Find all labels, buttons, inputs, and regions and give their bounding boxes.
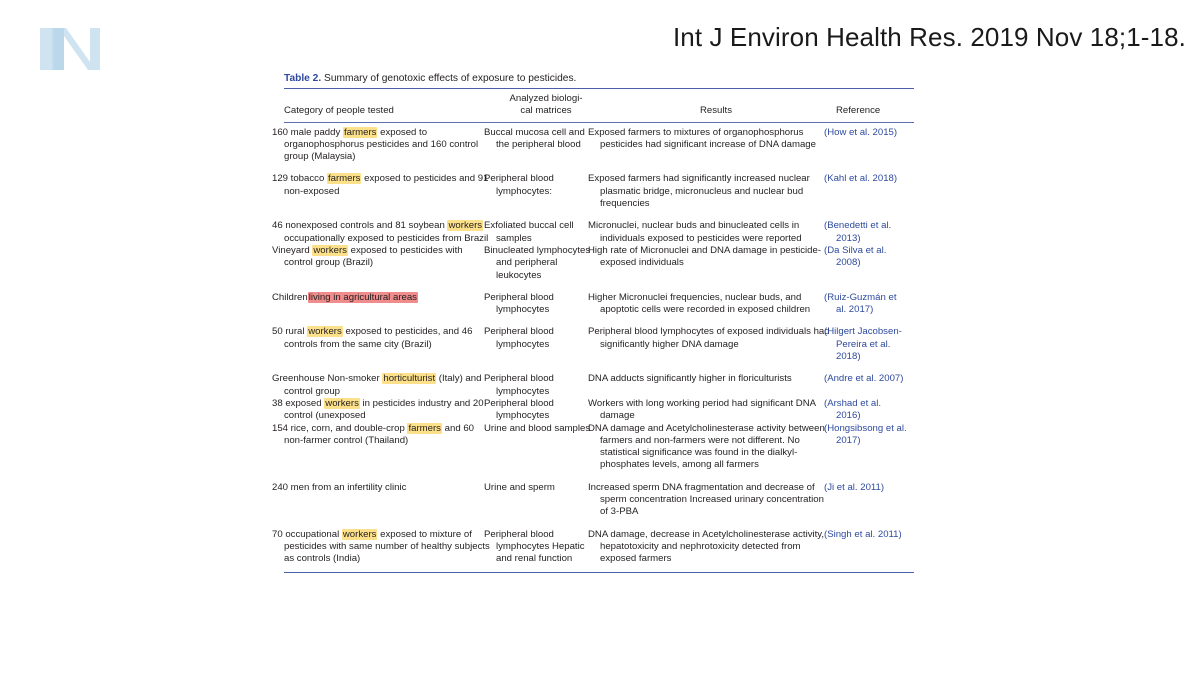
category-pre: 154 rice, corn, and double-crop: [272, 422, 408, 434]
cell-reference: (Hongsibsong et al. 2017): [824, 422, 907, 446]
category-highlight: workers: [325, 397, 359, 409]
table-row: [284, 423, 914, 472]
cell-category: [272, 244, 496, 282]
column-header-matrices-line1: Analyzed biologi-: [509, 93, 583, 104]
category-post: exposed to pesticides, and 46 controls from the same city (Brazil): [284, 326, 473, 350]
cell-results: Exposed farmers to mixtures of organophosphorus pesticides had significant increase of DNA damage: [588, 126, 816, 150]
column-header-reference: Reference: [836, 89, 914, 122]
table-2-block: [272, 72, 914, 573]
category-pre: 50 rural: [272, 326, 308, 338]
cell-results: Micronuclei, nuclear buds and binucleated cells in individuals exposed to pesticides were reported: [588, 220, 802, 244]
category-highlight: workers: [313, 244, 347, 256]
cell-matrices: Peripheral blood lymphocytes:: [484, 173, 554, 197]
category-post: (Italy) and control group: [284, 373, 482, 397]
category-post: exposed to organophosphorus pesticides and 160 control group (Malaysia): [284, 126, 479, 163]
category-highlight: farmers: [343, 126, 377, 138]
cell-matrices: Urine and blood samples: [484, 422, 591, 434]
cell-category: [272, 422, 496, 472]
journal-citation: Int J Environ Health Res. 2019 Nov 18;1-18.: [672, 22, 1186, 52]
category-pre: 70 occupational: [272, 528, 342, 540]
cell-results: DNA damage, decrease in Acetylcholinesterase activity, hepatotoxicity and nephrotoxicity detected from exposed farmers: [588, 528, 825, 565]
cell-category: [272, 291, 496, 317]
cell-reference: (Ruiz-Guzmán et al. 2017): [824, 291, 897, 316]
table-row: [284, 173, 914, 210]
cell-category: [272, 326, 496, 363]
cell-category: [272, 220, 496, 245]
category-pre: Vineyard: [272, 244, 313, 256]
table-row: [284, 326, 914, 363]
category-post: occupationally exposed to pesticides from Brazil: [284, 232, 489, 244]
cell-matrices: Peripheral blood lymphocytes: [484, 326, 554, 350]
category-highlight: living in agricultural areas: [308, 291, 417, 303]
category-post: in pesticides industry and 20 control (unexposed: [284, 397, 484, 422]
table-row: [284, 482, 914, 519]
cell-reference: (Da Silva et al. 2008): [824, 244, 887, 269]
category-pre: 160 male paddy: [272, 126, 343, 138]
category-highlight: workers: [308, 326, 342, 338]
category-pre: 240 men from an infertility clinic: [272, 481, 407, 493]
column-header-matrices-line2: cal matrices: [520, 105, 572, 117]
category-highlight: workers: [448, 220, 483, 232]
category-highlight: workers: [342, 528, 377, 540]
category-pre: Greenhouse Non-smoker: [272, 373, 383, 385]
table-header-row: [284, 89, 914, 122]
category-post: exposed to pesticides and 91 non-exposed: [284, 173, 489, 197]
cell-category: [272, 373, 496, 398]
table-caption-text: Summary of genotoxic effects of exposure to pesticides.: [321, 73, 577, 84]
genotoxic-effects-table: [272, 89, 914, 566]
cell-category: [272, 481, 496, 519]
cell-category: [272, 126, 496, 164]
cell-reference: (Andre et al. 2007): [824, 373, 904, 385]
cell-results: DNA adducts significantly higher in floriculturists: [588, 373, 792, 385]
category-pre: 38 exposed: [272, 397, 325, 409]
table-row: [284, 220, 914, 245]
cell-reference: (Kahl et al. 2018): [824, 173, 898, 185]
cell-results: High rate of Micronuclei and DNA damage in pesticide-exposed individuals: [588, 244, 822, 269]
cell-matrices: Peripheral blood lymphocytes: [484, 373, 554, 397]
cell-reference: (Ji et al. 2011): [824, 481, 885, 493]
cell-matrices: Exfoliated buccal cell samples: [484, 220, 574, 244]
table-row: [284, 292, 914, 317]
table-row: [284, 398, 914, 423]
cell-matrices: Peripheral blood lymphocytes: [484, 291, 554, 316]
category-post: exposed to mixture of pesticides with same number of healthy subjects as controls (India): [284, 528, 490, 565]
cell-reference: (How et al. 2015): [824, 126, 898, 138]
cell-category: [272, 528, 496, 566]
category-post: exposed to pesticides with control group (Brazil): [284, 244, 463, 269]
table-caption: [284, 72, 914, 89]
cell-results: Exposed farmers had significantly increased nuclear plasmatic bridge, micronucleus and nuclear bud frequencies: [588, 173, 810, 210]
cell-results: Workers with long working period had significant DNA damage: [588, 397, 816, 422]
cell-reference: (Singh et al. 2011): [824, 528, 902, 540]
category-pre: 46 nonexposed controls and 81 soybean: [272, 220, 448, 232]
cell-matrices: Buccal mucosa cell and the peripheral blood: [484, 126, 585, 150]
table-row: [284, 127, 914, 164]
cell-matrices: Binucleated lymphocytes and peripheral leukocytes: [484, 244, 591, 281]
category-pre: Children: [272, 291, 308, 303]
table-row: [284, 529, 914, 566]
cell-results: Increased sperm DNA fragmentation and decrease of sperm concentration Increased urinary concentration of 3-PBA: [588, 481, 824, 518]
category-pre: 129 tobacco: [272, 173, 327, 185]
column-header-matrices: [496, 89, 600, 122]
table-bottom-rule: [284, 572, 914, 573]
cell-reference: (Benedetti et al. 2013): [824, 220, 892, 244]
cell-matrices: Urine and sperm: [484, 481, 555, 493]
category-highlight: horticulturist: [383, 373, 436, 385]
cell-results: Higher Micronuclei frequencies, nuclear buds, and apoptotic cells were recorded in exposed children: [588, 291, 811, 316]
cell-category: [272, 397, 496, 423]
cell-matrices: Peripheral blood lymphocytes: [484, 397, 554, 422]
category-post: and 60 non-farmer control (Thailand): [284, 422, 474, 446]
category-highlight: farmers: [327, 173, 361, 185]
cell-results: Peripheral blood lymphocytes of exposed individuals had significantly higher DNA damage: [588, 326, 830, 350]
cell-category: [272, 173, 496, 210]
cell-reference: (Arshad et al. 2016): [824, 397, 882, 422]
column-header-results: Results: [600, 89, 836, 122]
table-caption-label: Table 2.: [284, 73, 322, 84]
column-header-category: Category of people tested: [284, 89, 496, 122]
table-body: [272, 122, 914, 565]
table-row: [284, 373, 914, 398]
cell-results: DNA damage and Acetylcholinesterase activity between farmers and non-farmers were not different. No statistical significance was found in the dialkyl-phosphates levels, among all farmers: [588, 422, 825, 471]
cell-reference: (Hilgert Jacobsen-Pereira et al. 2018): [824, 326, 902, 363]
n-logo: [30, 22, 108, 74]
table-row: [284, 245, 914, 282]
cell-matrices: Peripheral blood lymphocytes Hepatic and renal function: [484, 528, 585, 565]
category-highlight: farmers: [408, 422, 441, 434]
